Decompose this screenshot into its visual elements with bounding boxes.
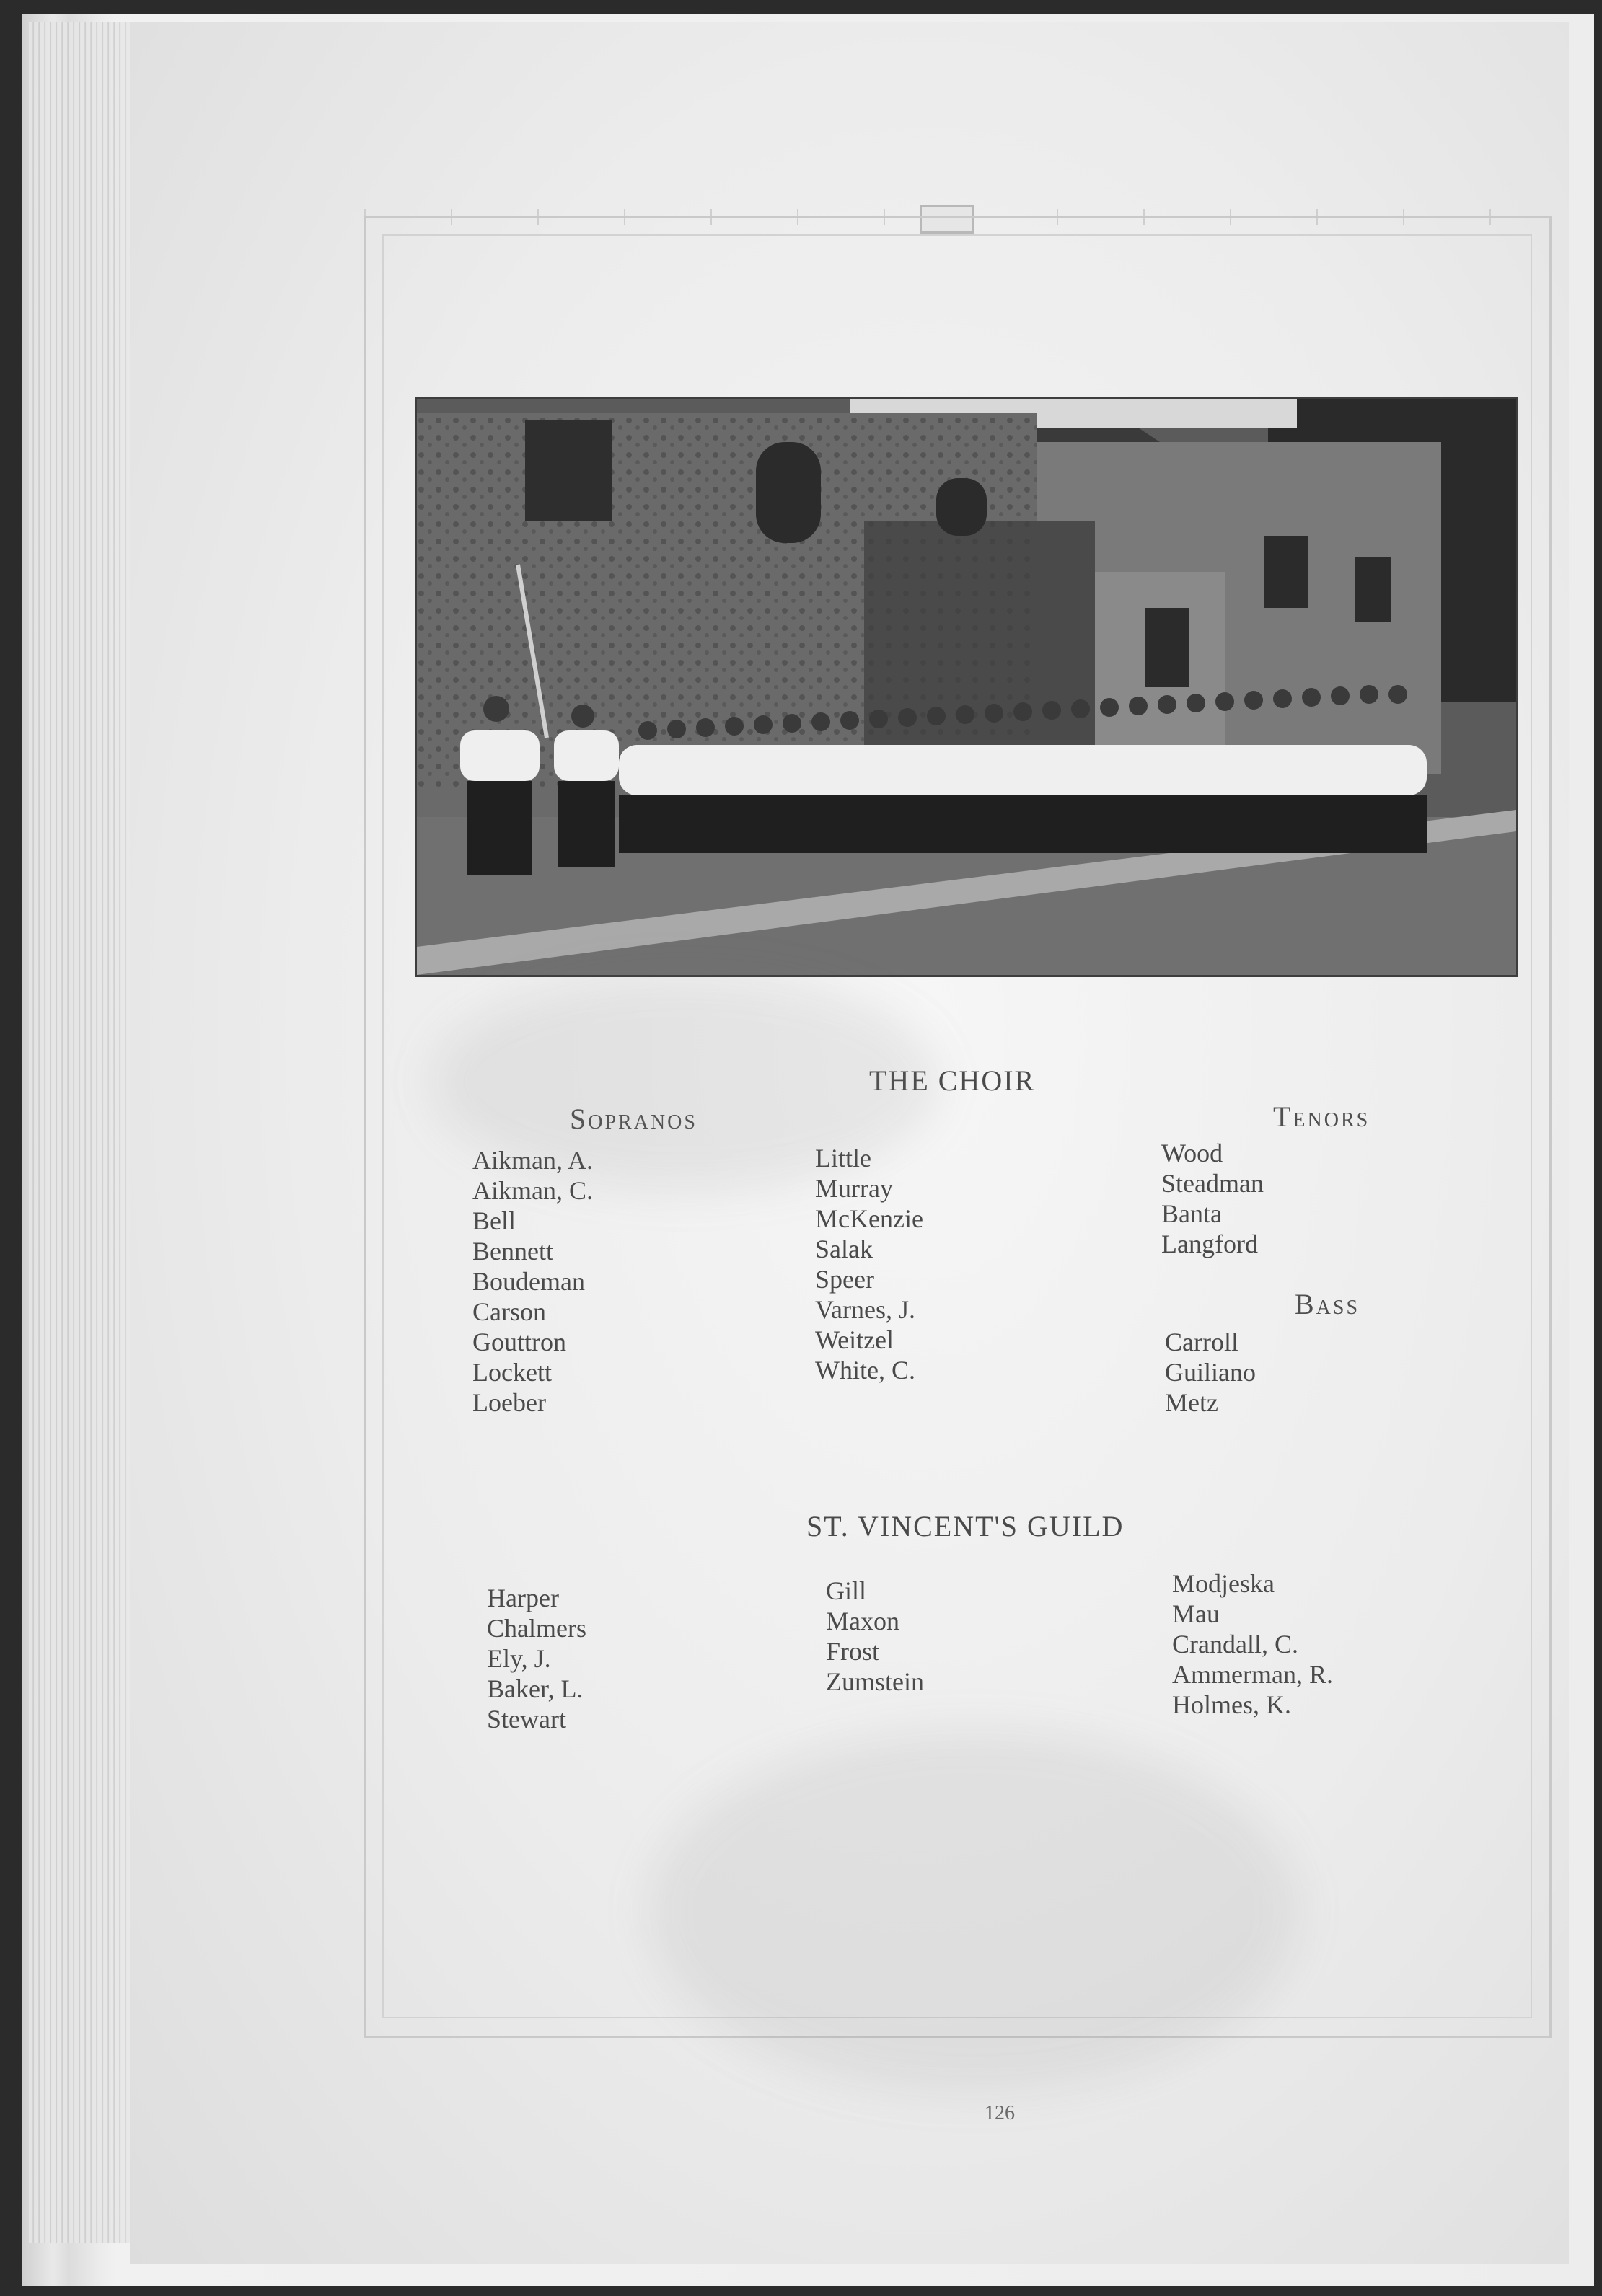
list-item: Metz xyxy=(1165,1388,1218,1417)
list-item: Gouttron xyxy=(472,1328,566,1356)
list-item: Steadman xyxy=(1161,1169,1264,1198)
guild-title: ST. VINCENT'S GUILD xyxy=(806,1510,1125,1542)
list-item: Lockett xyxy=(472,1358,552,1387)
list-item: McKenzie xyxy=(815,1204,923,1233)
list-item: Gill xyxy=(826,1576,867,1605)
list-item: Aikman, A. xyxy=(472,1146,593,1175)
list-item: Harper xyxy=(487,1584,559,1612)
list-item: Guiliano xyxy=(1165,1358,1256,1387)
guild-list-left xyxy=(487,1583,586,1734)
list-item: Chalmers xyxy=(487,1614,586,1643)
page-number: 126 xyxy=(985,2102,1015,2124)
list-item: Bennett xyxy=(472,1237,553,1266)
bass-list xyxy=(1165,1327,1256,1418)
list-item: Langford xyxy=(1161,1229,1258,1258)
list-item: Holmes, K. xyxy=(1172,1690,1291,1719)
list-item: Ely, J. xyxy=(487,1644,551,1673)
list-item: Boudeman xyxy=(472,1267,585,1296)
list-item: Speer xyxy=(815,1265,874,1294)
list-item: Zumstein xyxy=(826,1667,924,1696)
tenors-heading: Tenors xyxy=(1273,1100,1370,1133)
list-item: Salak xyxy=(815,1235,873,1263)
page-edges xyxy=(29,22,137,2243)
list-item: Maxon xyxy=(826,1607,899,1635)
choir-middle-list xyxy=(815,1143,923,1385)
list-item: Carson xyxy=(472,1297,546,1326)
list-item: Stewart xyxy=(487,1705,566,1734)
guild-list-right xyxy=(1172,1568,1333,1720)
list-item: Carroll xyxy=(1165,1328,1238,1356)
choir-photograph xyxy=(415,397,1518,977)
list-item: Ammerman, R. xyxy=(1172,1660,1333,1689)
list-item: Baker, L. xyxy=(487,1674,584,1703)
list-item: Mau xyxy=(1172,1599,1220,1628)
list-item: Wood xyxy=(1161,1139,1223,1167)
list-item: Bell xyxy=(472,1206,516,1235)
list-item: White, C. xyxy=(815,1356,915,1385)
list-item: Crandall, C. xyxy=(1172,1630,1298,1659)
tenors-list xyxy=(1161,1138,1264,1259)
choir-title: THE CHOIR xyxy=(869,1064,1036,1097)
list-item: Varnes, J. xyxy=(815,1295,915,1324)
list-item: Frost xyxy=(826,1637,880,1666)
list-item: Aikman, C. xyxy=(472,1176,593,1205)
list-item: Banta xyxy=(1161,1199,1222,1228)
bass-heading: Bass xyxy=(1295,1288,1360,1320)
list-item: Little xyxy=(815,1144,871,1173)
list-item: Loeber xyxy=(472,1388,546,1417)
sopranos-list xyxy=(472,1145,593,1418)
sopranos-heading: Sopranos xyxy=(570,1103,697,1135)
guild-list-middle xyxy=(826,1576,924,1697)
list-item: Murray xyxy=(815,1174,893,1203)
list-item: Weitzel xyxy=(815,1325,894,1354)
list-item: Modjeska xyxy=(1172,1569,1275,1598)
